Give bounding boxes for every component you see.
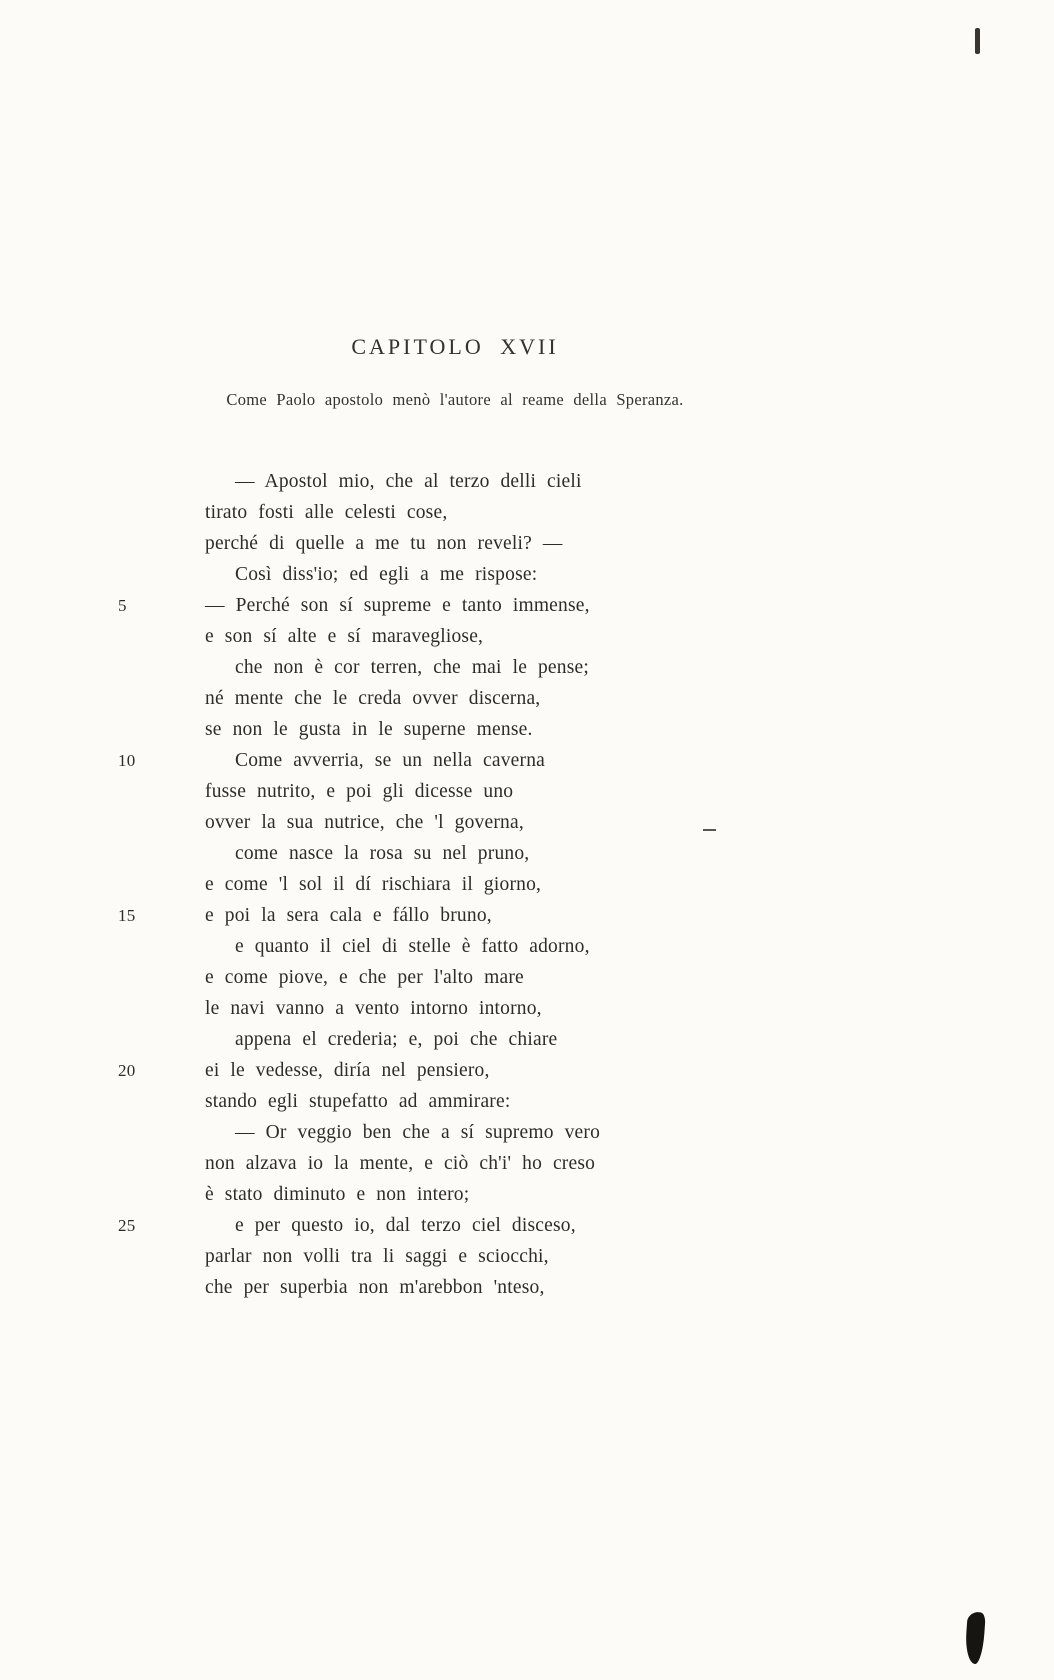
verse-text: e per questo io, dal terzo ciel disceso, xyxy=(235,1215,576,1236)
scan-artifact-ink-blot xyxy=(964,1611,986,1664)
scan-artifact-margin-dash xyxy=(703,829,716,831)
verse-text: non alzava io la mente, e ciò ch'i' ho creso xyxy=(205,1153,596,1174)
verse-text: e come piove, e che per l'alto mare xyxy=(205,967,524,988)
poem-line xyxy=(112,1153,812,1184)
line-number: 25 xyxy=(118,1216,136,1235)
poem-line xyxy=(112,595,812,626)
chapter-title: CAPITOLO XVII xyxy=(351,334,559,359)
verse-text: e quanto il ciel di stelle è fatto adorno, xyxy=(235,936,590,957)
line-number: 15 xyxy=(118,906,136,925)
poem-line xyxy=(112,688,812,719)
line-number: 10 xyxy=(118,751,136,770)
verse-text: se non le gusta in le superne mense. xyxy=(205,719,533,740)
verse-text: perché di quelle a me tu non reveli? — xyxy=(205,533,563,554)
poem-line xyxy=(112,1184,812,1215)
verse-text: tirato fosti alle celesti cose, xyxy=(205,502,448,523)
poem-line xyxy=(112,750,812,781)
poem-line xyxy=(112,905,812,936)
poem xyxy=(112,471,812,1308)
verse-text: ovver la sua nutrice, che 'l governa, xyxy=(205,812,524,833)
verse-text: appena el crederia; e, poi che chiare xyxy=(235,1029,558,1050)
verse-text: e poi la sera cala e fállo bruno, xyxy=(205,905,492,926)
scan-artifact-top-right xyxy=(975,28,980,54)
poem-line xyxy=(112,1060,812,1091)
poem-line xyxy=(112,471,812,502)
poem-line xyxy=(112,936,812,967)
poem-line xyxy=(112,1246,812,1277)
line-number: 20 xyxy=(118,1061,136,1080)
poem-line xyxy=(112,1029,812,1060)
poem-line xyxy=(112,1277,812,1308)
poem-line xyxy=(112,781,812,812)
verse-text: Così diss'io; ed egli a me rispose: xyxy=(235,564,538,585)
verse-text: — Perché son sí supreme e tanto immense, xyxy=(205,595,590,616)
verse-text: — Or veggio ben che a sí supremo vero xyxy=(235,1122,601,1143)
poem-line xyxy=(112,1215,812,1246)
verse-text: e son sí alte e sí maravegliose, xyxy=(205,626,484,647)
verse-text: che per superbia non m'arebbon 'nteso, xyxy=(205,1277,545,1298)
verse-text: che non è cor terren, che mai le pense; xyxy=(235,657,589,678)
verse-text: e come 'l sol il dí rischiara il giorno, xyxy=(205,874,542,895)
poem-line xyxy=(112,874,812,905)
verse-text: Come avverria, se un nella caverna xyxy=(235,750,546,771)
verse-text: parlar non volli tra li saggi e sciocchi, xyxy=(205,1246,549,1267)
poem-line xyxy=(112,1122,812,1153)
poem-line xyxy=(112,502,812,533)
poem-line xyxy=(112,998,812,1029)
verse-text: come nasce la rosa su nel pruno, xyxy=(235,843,530,864)
poem-line xyxy=(112,967,812,998)
verse-text: ei le vedesse, diría nel pensiero, xyxy=(205,1060,490,1081)
verse-text: stando egli stupefatto ad ammirare: xyxy=(205,1091,511,1112)
verse-text: fusse nutrito, e poi gli dicesse uno xyxy=(205,781,514,802)
poem-line xyxy=(112,843,812,874)
verse-text: né mente che le creda ovver discerna, xyxy=(205,688,541,709)
poem-line xyxy=(112,719,812,750)
chapter-subtitle: Come Paolo apostolo menò l'autore al reame della Speranza. xyxy=(226,390,684,409)
poem-line xyxy=(112,657,812,688)
verse-text: è stato diminuto e non intero; xyxy=(205,1184,470,1205)
poem-line xyxy=(112,1091,812,1122)
verse-text: le navi vanno a vento intorno intorno, xyxy=(205,998,542,1019)
poem-line xyxy=(112,533,812,564)
poem-line xyxy=(112,626,812,657)
verse-text: — Apostol mio, che al terzo delli cieli xyxy=(235,471,582,492)
poem-line xyxy=(112,564,812,595)
poem-line xyxy=(112,812,812,843)
line-number: 5 xyxy=(118,596,127,615)
